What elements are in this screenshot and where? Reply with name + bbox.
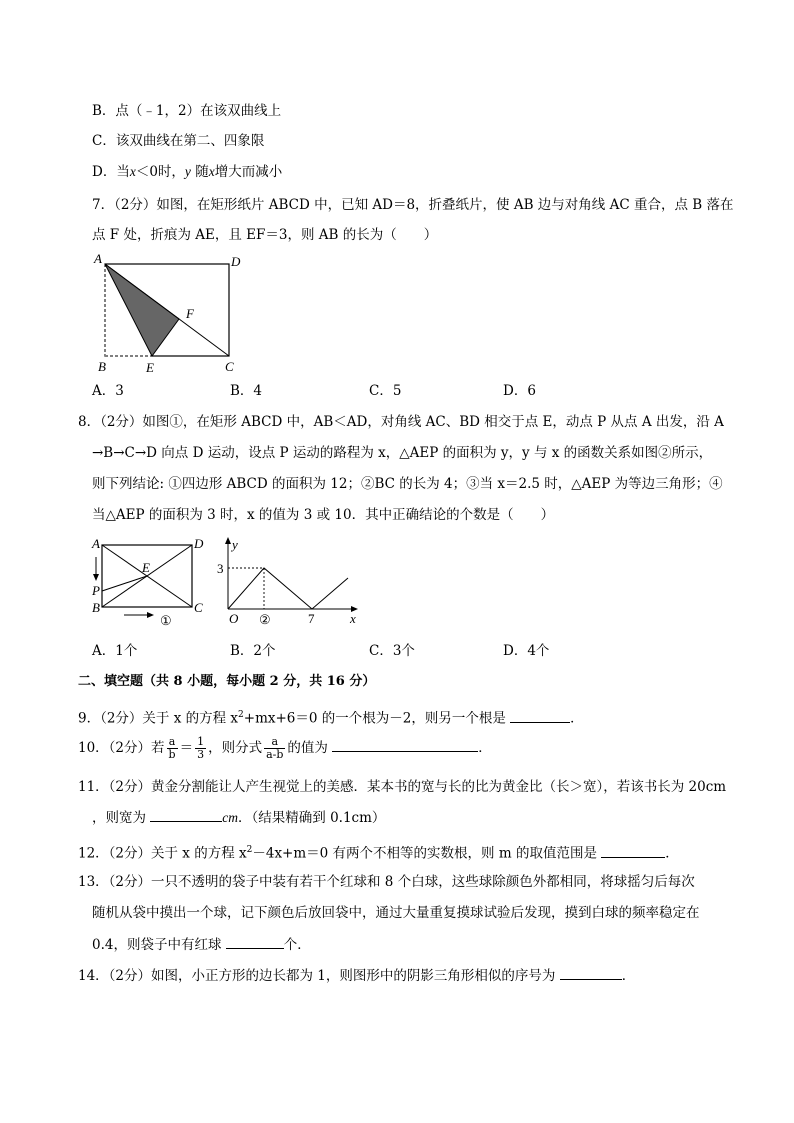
q6-d-var: y — [184, 164, 191, 179]
q9-end: ． — [570, 710, 584, 727]
q10-text: 的值为 — [287, 740, 328, 756]
q8-y-axis-arrow — [225, 537, 231, 544]
q12-text: －4x+m＝0 有两个不相等的实数根，则 m 的取值范围是 — [252, 845, 597, 862]
q13-line3 — [92, 935, 311, 954]
q8-arrow-down-head — [93, 574, 99, 581]
q7-line2: 点 F 处，折痕为 AE，且 EF＝3，则 AB 的长为（ ） — [92, 227, 438, 243]
q8-option-d: D．4个 — [503, 643, 550, 659]
q8-line2: →B→C→D 向点 D 运动，设点 P 运动的路程为 x，△AEP 的面积为 y，y 与 x 的函数关系如图②所示， — [92, 445, 713, 461]
q10-f1-num: a — [167, 736, 178, 749]
q9-text: +mx+6＝0 的一个根为－2，则另一个根是 — [243, 710, 506, 727]
q6-option-b: B．点（﹣1，2）在该双曲线上 — [92, 103, 282, 119]
q6-d-text: D．当 — [92, 164, 130, 180]
q12-end: ． — [665, 845, 679, 862]
q6-option-c: C．该双曲线在第二、四象限 — [92, 133, 265, 149]
q13-line1: 13．（2分）一只不透明的袋子中装有若干个红球和 8 个白球，这些球除颜色外都相同，将球摇匀后每次 — [78, 874, 695, 890]
q8-label-x: x — [350, 611, 356, 626]
q7-label-f: F — [186, 306, 194, 321]
q8-label-three: 3 — [217, 561, 224, 576]
q7-option-d: D．6 — [503, 383, 536, 399]
q8-label-c: C — [194, 600, 203, 615]
q6-d-var: x — [208, 164, 215, 179]
q11-answer-blank[interactable] — [150, 808, 222, 822]
q8-figure-1 — [88, 533, 213, 631]
q8-label-e: E — [142, 560, 150, 575]
q13-line2: 随机从袋中摸出一个球，记下颜色后放回袋中，通过大量重复摸球试验后发现，摸到白球的频率稳定在 — [92, 905, 700, 921]
q10-line — [78, 736, 492, 761]
q8-arrow-right-head — [147, 612, 154, 618]
q10-text: ，则分式 — [208, 740, 263, 756]
q8-label-d: D — [194, 536, 204, 551]
q9-line — [78, 706, 584, 728]
q6-d-text: 增大而减小 — [214, 164, 283, 180]
q8-option-a: A．1个 — [92, 643, 138, 659]
q8-function-graph — [228, 568, 348, 609]
q7-label-c: C — [225, 359, 234, 374]
q12-answer-blank[interactable] — [601, 844, 665, 858]
q8-label-y: y — [232, 537, 238, 552]
q10-fraction-a-b — [167, 736, 178, 761]
q11-line2 — [92, 808, 385, 827]
q11-line1: 11．（2分）黄金分割能让人产生视觉上的美感．某本书的宽与长的比为黄金比（长＞宽），若该书长为 20cm — [78, 779, 727, 795]
q7-label-b: B — [98, 359, 106, 374]
q6-d-var: x — [129, 164, 136, 179]
q14-line — [78, 966, 635, 985]
q7-shaded-triangle — [105, 264, 179, 356]
q12-text: 12．（2分）关于 x 的方程 x — [78, 845, 247, 862]
q7-label-e: E — [146, 360, 154, 375]
q10-f3-den: a-b — [266, 748, 284, 761]
q7-option-a: A．3 — [92, 383, 124, 399]
q11-text: ．（结果精确到 0.1cm） — [238, 810, 386, 826]
q11-text: ，则宽为 — [92, 810, 146, 826]
q8-line1: 8．（2分）如图①，在矩形 ABCD 中，AB＜AD，对角线 AC、BD 相交于点 E，动点 P 从点 A 出发，沿 A — [78, 414, 724, 430]
q7-label-a: A — [94, 251, 102, 266]
q6-option-d — [92, 163, 282, 181]
q9-answer-blank[interactable] — [510, 709, 570, 723]
q8-label-a: A — [92, 536, 100, 551]
q7-option-c: C．5 — [369, 383, 402, 399]
section-2-heading: 二、填空题（共 8 小题，每小题 2 分，共 16 分） — [78, 674, 376, 689]
q12-line — [78, 841, 679, 863]
q14-end: ． — [621, 968, 636, 984]
q10-answer-blank[interactable] — [332, 738, 478, 752]
q8-figure-2-number: ② — [259, 612, 271, 627]
q9-exponent: 2 — [238, 710, 244, 720]
q12-exponent: 2 — [246, 845, 253, 855]
q10-eq: ＝ — [179, 740, 194, 756]
q6-d-text: 随 — [190, 164, 209, 180]
q10-fraction-1-3 — [195, 736, 206, 761]
q10-f1-den: b — [168, 748, 176, 761]
q13-text: 个． — [283, 937, 311, 953]
q8-label-origin: O — [229, 611, 239, 626]
q14-text: 14．（2分）如图，小正方形的边长都为 1，则图形中的阴影三角形相似的序号为 — [78, 968, 556, 984]
q13-text: 0.4，则袋子中有红球 — [92, 937, 222, 953]
q10-f3-num: a — [264, 736, 285, 749]
q7-option-b: B．4 — [230, 383, 263, 399]
q8-line4: 当△AEP 的面积为 3 时，x 的值为 3 或 10．其中正确结论的个数是（ ） — [92, 507, 555, 523]
q13-answer-blank[interactable] — [226, 935, 284, 949]
q8-label-seven: 7 — [308, 611, 315, 626]
q10-fraction-a-over-a-minus-b — [264, 736, 285, 761]
q8-figure-1-number: ① — [160, 613, 172, 628]
q8-label-p: P — [92, 583, 100, 598]
q8-option-c: C．3个 — [369, 643, 415, 659]
q10-f2-den: 3 — [197, 748, 205, 761]
q7-line1: 7．（2分）如图，在矩形纸片 ABCD 中，已知 AD＝8，折叠纸片，使 AB 边与对角线 AC 重合，点 B 落在 — [92, 197, 734, 213]
q7-label-d: D — [231, 254, 241, 269]
q8-segment-pe — [102, 576, 147, 591]
q9-text: 9．（2分）关于 x 的方程 x — [78, 710, 239, 727]
q14-answer-blank[interactable] — [560, 966, 622, 980]
q10-f2-num: 1 — [197, 735, 205, 748]
q8-option-b: B．2个 — [230, 643, 276, 659]
q8-line3: 则下列结论: ①四边形 ABCD 的面积为 12；②BC 的长为 4；③当 x＝2.5 时，△AEP 为等边三角形；④ — [92, 476, 723, 492]
q7-diagonal-ac — [105, 264, 229, 356]
q8-label-b: B — [92, 600, 100, 615]
q6-d-text: ＜0时， — [135, 164, 185, 180]
q10-text: 10．（2分）若 — [78, 740, 165, 756]
q11-unit: cm — [222, 810, 239, 825]
q8-figure-2 — [218, 533, 363, 631]
q10-end: ． — [478, 740, 492, 756]
q7-figure — [90, 250, 255, 375]
